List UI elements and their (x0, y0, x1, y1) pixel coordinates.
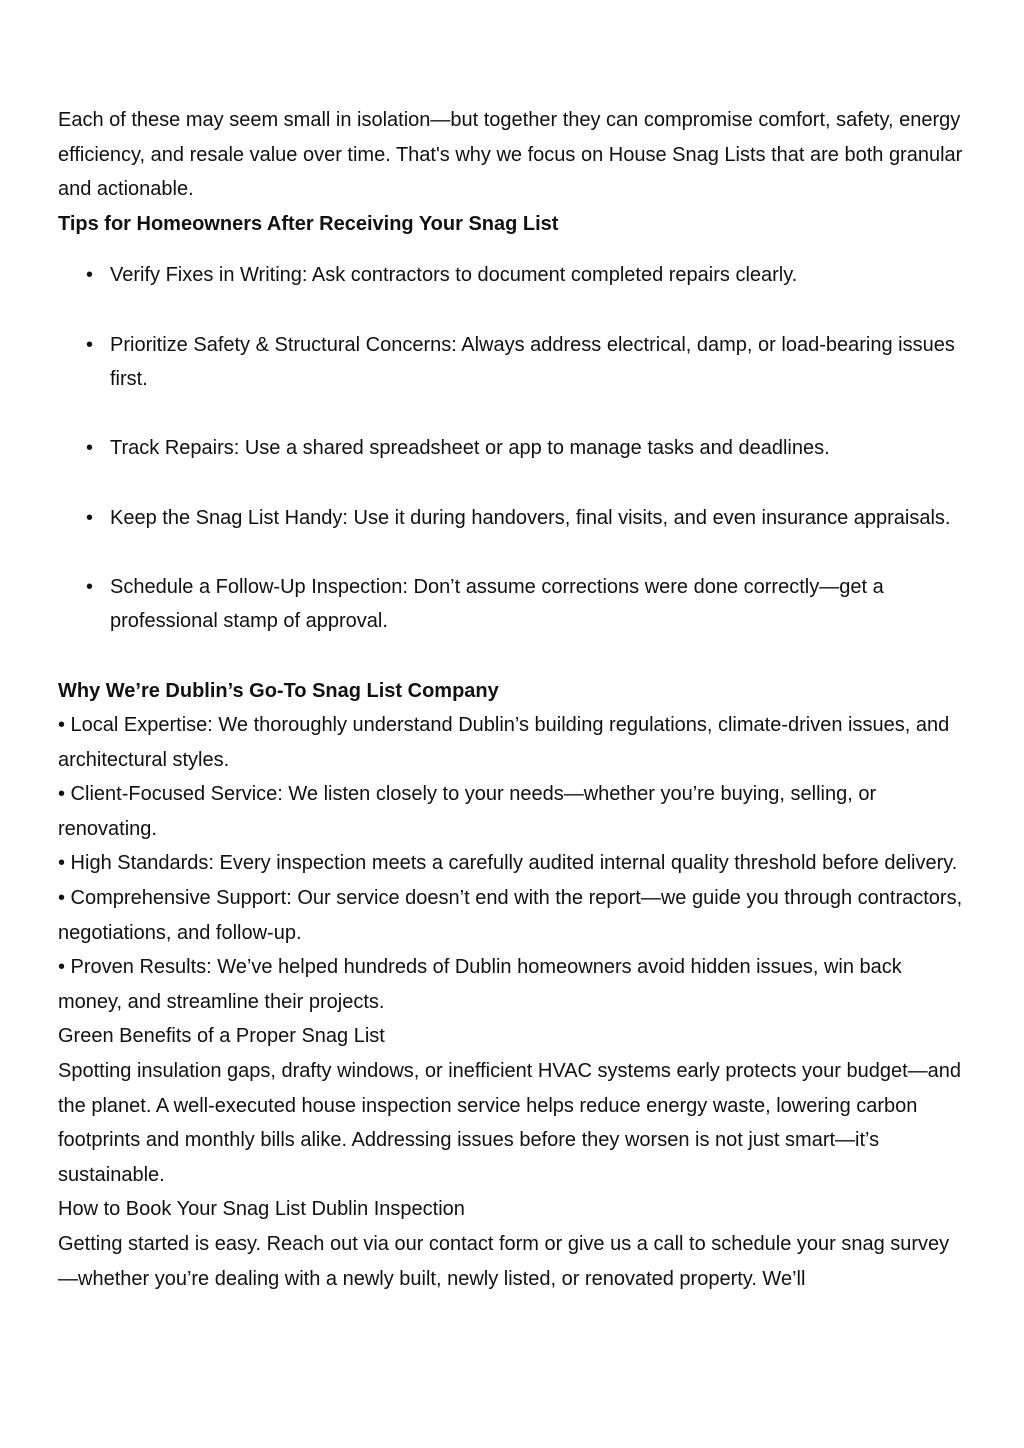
why-point: • Comprehensive Support: Our service doesn’t end with the report—we guide you through contractors, negotiations, and follow-up. (58, 887, 963, 944)
bullet-icon: • (86, 437, 94, 460)
tip-text: Verify Fixes in Writing: Ask contractors to document completed repairs clearly. (110, 264, 798, 287)
bullet-icon: • (86, 264, 94, 287)
tips-list (58, 258, 966, 639)
list-item (58, 501, 966, 536)
list-item (58, 431, 966, 466)
why-point: • Local Expertise: We thoroughly understand Dublin’s building regulations, climate-driven issues, and architectural styles. (58, 714, 950, 771)
green-heading: Green Benefits of a Proper Snag List (58, 1025, 385, 1048)
list-item (58, 328, 966, 397)
tip-text: Track Repairs: Use a shared spreadsheet or app to manage tasks and deadlines. (110, 437, 830, 460)
intro-paragraph: Each of these may seem small in isolation—but together they can compromise comfort, safety, energy efficiency, and resale value over time. That's why we focus on House Snag Lists that are both granular and actionable. (58, 109, 963, 201)
tip-text: Keep the Snag List Handy: Use it during handovers, final visits, and even insurance appraisals. (110, 506, 951, 529)
why-point: • High Standards: Every inspection meets a carefully audited internal quality threshold before delivery. (58, 852, 958, 875)
booking-heading: How to Book Your Snag List Dublin Inspection (58, 1198, 465, 1221)
booking-paragraph: Getting started is easy. Reach out via our contact form or give us a call to schedule your snag survey—whether you’re dealing with a newly built, newly listed, or renovated property. We’ll (58, 1233, 950, 1290)
why-point: • Client-Focused Service: We listen closely to your needs—whether you’re buying, selling, or renovating. (58, 783, 877, 840)
bullet-icon: • (86, 506, 94, 529)
list-item (58, 258, 966, 293)
list-item (58, 570, 966, 639)
tips-heading: Tips for Homeowners After Receiving Your Snag List (58, 212, 559, 235)
tip-text: Prioritize Safety & Structural Concerns: Always address electrical, damp, or load-bearing issues first. (110, 333, 955, 391)
bullet-icon: • (86, 333, 94, 356)
why-point: • Proven Results: We’ve helped hundreds of Dublin homeowners avoid hidden issues, win back money, and streamline their projects. (58, 956, 902, 1013)
tip-text: Schedule a Follow-Up Inspection: Don’t assume corrections were done correctly—get a professional stamp of approval. (110, 575, 884, 633)
green-paragraph: Spotting insulation gaps, drafty windows, or inefficient HVAC systems early protects your budget—and the planet. A well-executed house inspection service helps reduce energy waste, lowering carbon footprints and monthly bills alike. Addressing issues before they worsen is not just smart—it’s sustainable. (58, 1060, 962, 1186)
bullet-icon: • (86, 575, 94, 598)
why-heading: Why We’re Dublin’s Go-To Snag List Company (58, 679, 499, 702)
